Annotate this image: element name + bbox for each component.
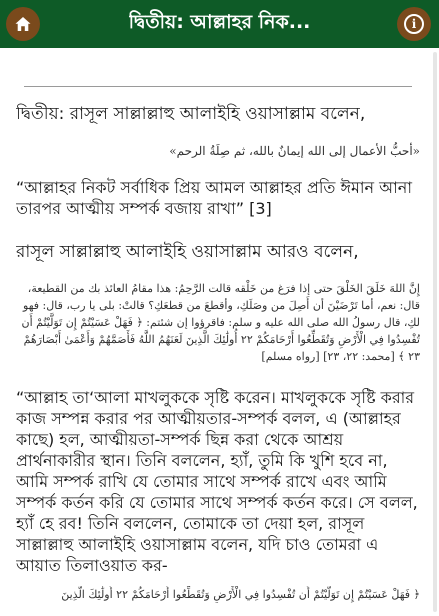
info-icon: i <box>404 14 424 34</box>
divider <box>24 86 412 87</box>
hadith-translation-2: “আল্লাহ তা‘আলা মাখলুককে সৃষ্টি করেন। মাখলুককে সৃষ্টি করার কাজ সম্পন্ন করার পর আত্মীয়তার-সম্পর্ক বলল, এ (আল্লাহর কাছে) হল, আত্মীয়তা-সম্পর্ক ছিন্ন করা থেকে আশ্রয় প্রার্থনাকারীর স্থান। তিনি বললেন, হ্যাঁ, তুমি কি খুশি হবে না, আমি সম্পর্ক রাখি যে তোমার সাথে সম্পর্ক রাখে এবং আমি সম্পর্ক কর্তন করি যে তোমার সাথে সম্পর্ক কর্তন করে। সে বলল, হ্যাঁ হে রব! তিনি বললেন, তোমাকে তা দেয়া হল, রাসূল সাল্লাল্লাহু আলাইহি ওয়াসাল্লাম বলেন, যদি চাও তোমরা এ আয়াত তিলাওয়াত কর- <box>16 388 418 575</box>
intro-text: রাসূল সাল্লাল্লাহু আলাইহি ওয়াসাল্লাম আরও বলেন, <box>16 242 359 262</box>
hadith-arabic-1: «أحبُّ الأعمال إلى الله إيمانٌ بالله، ثم صِلَةُ الرحم» <box>169 144 420 158</box>
article-content <box>16 54 420 616</box>
quran-verse-arabic: ﴿ فَهَلْ عَسَيْتُمْ إِن تَوَلَّيْتُمْ أَن تُفْسِدُوا فِي الْأَرْضِ وَتُقَطِّعُوا أَرْحَامَكُمْ ٢٢ أُولَٰئِكَ الَّذِينَ <box>61 588 420 601</box>
section-heading: দ্বিতীয়: রাসূল সাল্লাল্লাহু আলাইহি ওয়াসাল্লাম বলেন, <box>16 104 366 124</box>
hadith-translation-1: “আল্লাহর নিকট সর্বাধিক প্রিয় আমল আল্লাহর প্রতি ঈমান আনা তারপর আত্মীয় সম্পর্ক বজায় রাখা” [3] <box>16 178 412 218</box>
hadith-arabic-2: إِنَّ اللهَ خَلَقَ الخَلْقَ حتى إذا فرَغ من خَلْقه قالت الرَّحِمُ: هذا مقامُ العائذ بك من القطيعة، قال: نعم، أما تَرْضَيْنَ أن أَصِلَ من وصَلَكِ، وأقطعَ من قطعَكِ؟ قالتْ: بلى يا رب، قال: فهو لكِ، قال رسولُ الله صلى الله عليه و سلم: فاقرؤوا إن شئتم: ﴿ فَهَلْ عَسَيْتُمْ إِن تَوَلَّيْتُمْ أَن تُفْسِدُوا فِي الْأَرْضِ وَتُقَطِّعُوا أَرْحَامَكُمْ ٢٢ أُولَٰئِكَ الَّذِينَ لَعَنَهُمُ اللَّهُ فَأَصَمَّهُمْ وَأَعْمَىٰ أَبْصَارَهُمْ ٢٣ ﴾ [محمد: ٢٢، ٢٣] [رواه مسلم] <box>21 282 420 363</box>
info-button[interactable] <box>397 7 431 41</box>
page-title: দ্বিতীয়: আল্লাহর নিক... <box>128 11 311 33</box>
app-header <box>0 0 439 48</box>
home-button[interactable] <box>6 7 40 41</box>
scrollbar[interactable] <box>433 52 437 612</box>
home-icon <box>14 15 32 33</box>
